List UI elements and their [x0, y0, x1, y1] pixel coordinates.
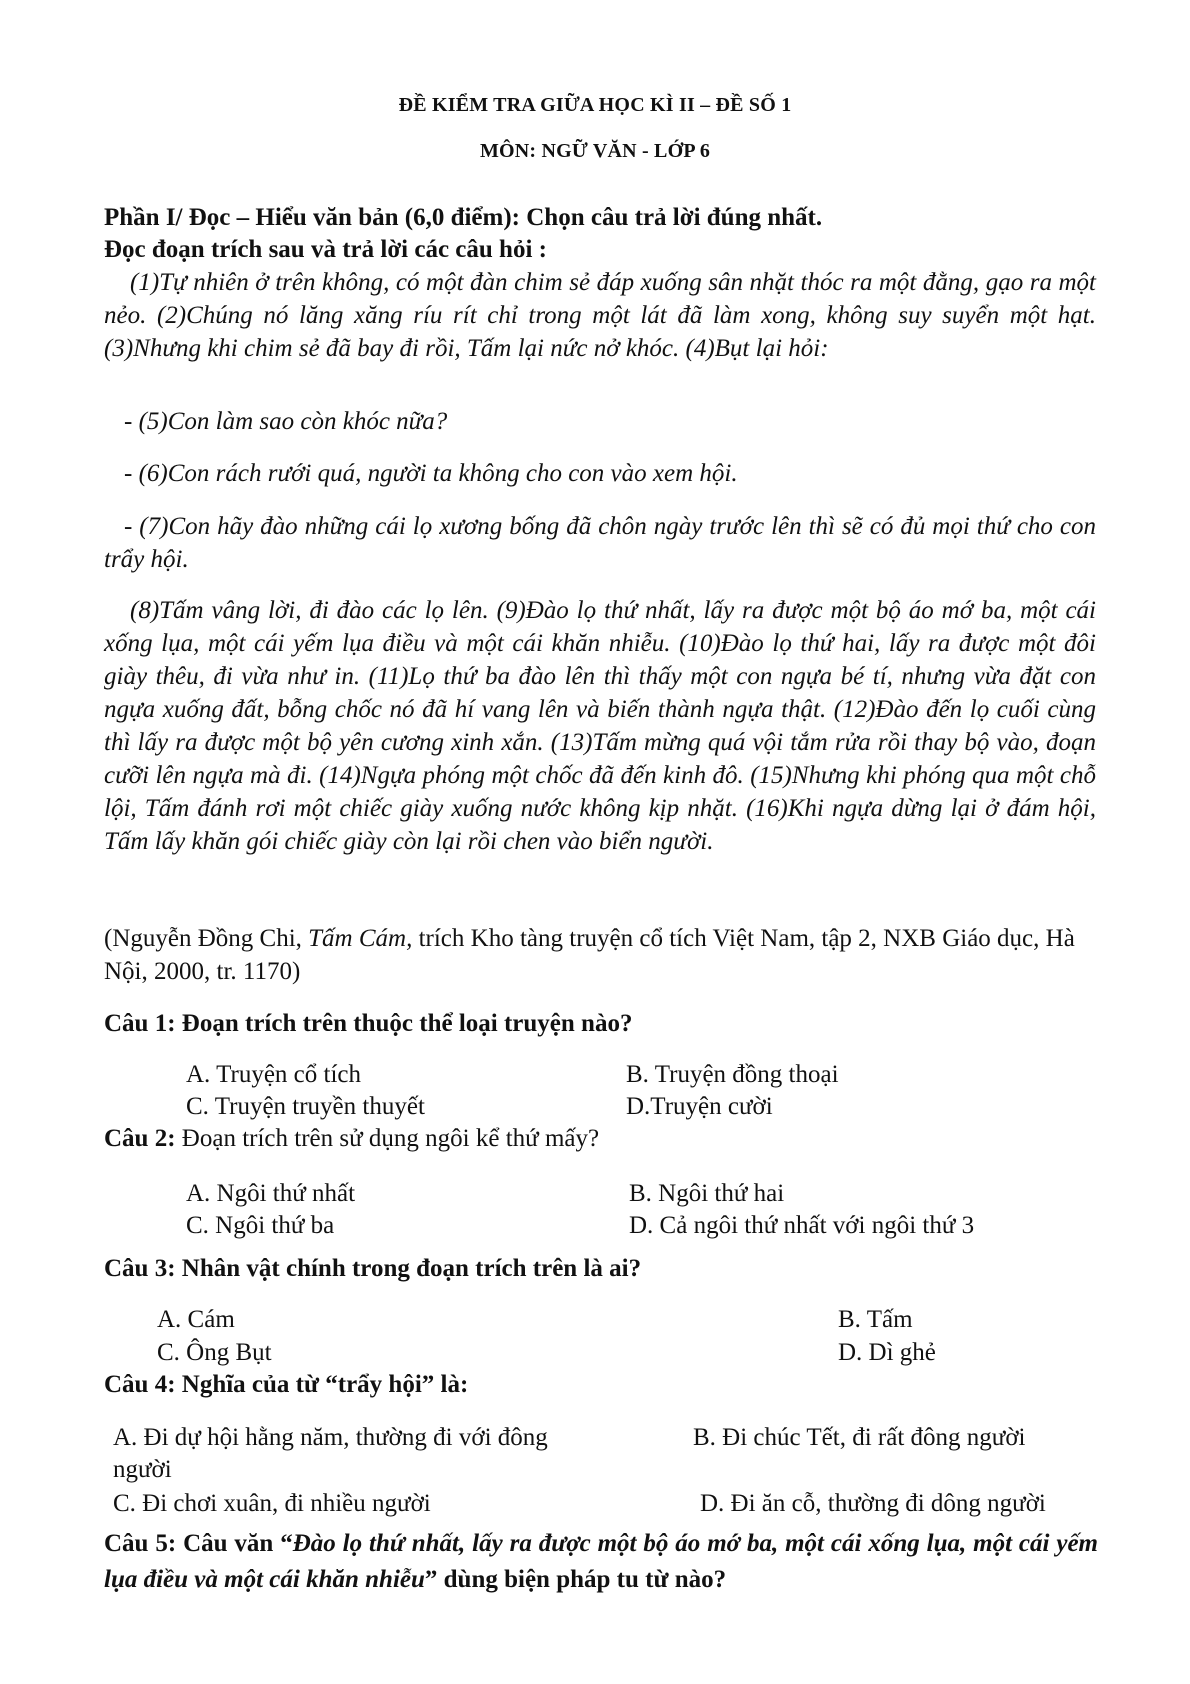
question-2	[104, 1125, 599, 1153]
q4-option-c: C. Đi chơi xuân, đi nhiều người	[113, 1490, 431, 1517]
part1-instruction: Đọc đoạn trích sau và trả lời các câu hỏi :	[104, 236, 547, 263]
question-3: Câu 3: Nhân vật chính trong đoạn trích trên là ai?	[104, 1255, 642, 1282]
passage-paragraph-1: (1)Tự nhiên ở trên không, có một đàn chim sẻ đáp xuống sân nhặt thóc ra một đằng, gạo ra một nẻo. (2)Chúng nó lăng xăng ríu rít chỉ trong một lát đã làm xong, không suy suyển một hạt. (3)Nhưng khi chim sẻ đã bay đi rồi, Tấm lại nức nở khóc. (4)Bụt lại hỏi:	[104, 269, 1096, 362]
q4-option-d: D. Đi ăn cỗ, thường đi dông người	[700, 1490, 1046, 1517]
exam-subject: MÔN: NGỮ VĂN - LỚP 6	[479, 140, 711, 162]
q5-tail: ” dùng biện pháp tu từ nào?	[424, 1566, 727, 1593]
q2-text: Đoạn trích trên sử dụng ngôi kể thứ mấy?	[175, 1125, 600, 1152]
q2-option-b: B. Ngôi thứ hai	[629, 1180, 785, 1207]
question-1: Câu 1: Đoạn trích trên thuộc thể loại truyện nào?	[104, 1010, 633, 1037]
q5-label: Câu 5: Câu văn “	[104, 1530, 293, 1557]
question-5	[104, 1526, 1098, 1598]
source-work: Tấm Cám,	[308, 925, 413, 952]
passage-dialogue-6: - (6)Con rách rưới quá, người ta không cho con vào xem hội.	[124, 460, 738, 487]
q1-option-d: D.Truyện cười	[626, 1093, 773, 1120]
q4-option-a: A. Đi dự hội hằng năm, thường đi với đông	[113, 1424, 548, 1451]
q1-option-c: C. Truyện truyền thuyết	[186, 1093, 425, 1120]
part1-heading: Phần I/ Đọc – Hiểu văn bản (6,0 điểm): Chọn câu trả lời đúng nhất.	[104, 204, 823, 231]
q3-option-d: D. Dì ghẻ	[838, 1339, 936, 1366]
source-author: (Nguyễn Đồng Chi,	[104, 925, 309, 952]
q2-label: Câu 2:	[104, 1125, 176, 1152]
q3-option-b: B. Tấm	[838, 1306, 913, 1333]
q2-option-a: A. Ngôi thứ nhất	[186, 1180, 356, 1207]
q1-option-a: A. Truyện cổ tích	[186, 1061, 361, 1088]
q3-option-c: C. Ông Bụt	[157, 1339, 272, 1366]
question-4: Câu 4: Nghĩa của từ “trẩy hội” là:	[104, 1371, 469, 1398]
q3-option-a: A. Cám	[157, 1306, 235, 1333]
q4-option-a-cont: người	[113, 1456, 172, 1483]
passage-paragraph-8: (8)Tấm vâng lời, đi đào các lọ lên. (9)Đào lọ thứ nhất, lấy ra được một bộ áo mớ ba, một cái xống lụa, một cái yếm lụa điều và một cái khăn nhiễu. (10)Đào lọ thứ hai, lấy ra được một đôi giày thêu, đi vừa như in. (11)Lọ thứ ba đào lên thì thấy một con ngựa bé tí, nhưng vừa đặt con ngựa xuống đất, bỗng chốc nó đã hí vang lên và biến thành ngựa thật. (12)Đào đến lọ cuối cùng thì lấy ra được một bộ yên cương xinh xắn. (13)Tấm mừng quá vội tắm rửa rồi thay bộ vào, đoạn cưỡi lên ngựa mà đi. (14)Ngựa phóng một chốc đã đến kinh đô. (15)Nhưng khi phóng qua một chỗ lội, Tấm đánh rơi một chiếc giày xuống nước không kịp nhặt. (16)Khi ngựa dừng lại ở đám hội, Tấm lấy khăn gói chiếc giày còn lại rồi chen vào biển người.	[104, 597, 1096, 855]
exam-title: ĐỀ KIỂM TRA GIỮA HỌC KÌ II – ĐỀ SỐ 1	[398, 94, 792, 116]
q1-option-b: B. Truyện đồng thoại	[626, 1061, 839, 1088]
source-details: trích Kho tàng truyện cổ tích Việt Nam, tập 2, NXB Giáo dục, Hà Nội, 2000, tr. 1170)	[104, 925, 1075, 985]
passage-dialogue-7: - (7)Con hãy đào những cái lọ xương bống đã chôn ngày trước lên thì sẽ có đủ mọi thứ cho con trẩy hội.	[104, 513, 1096, 573]
q2-option-c: C. Ngôi thứ ba	[186, 1212, 335, 1239]
q5-quote: Đào lọ thứ nhất, lấy ra được một bộ áo mớ ba, một cái xống lụa, một cái yếm lụa điều và một cái khăn nhiễu	[104, 1530, 1098, 1593]
q4-option-b: B. Đi chúc Tết, đi rất đông người	[693, 1424, 1026, 1451]
passage-dialogue-5: - (5)Con làm sao còn khóc nữa?	[124, 408, 448, 435]
q2-option-d: D. Cả ngôi thứ nhất với ngôi thứ 3	[629, 1212, 975, 1239]
passage-source	[104, 922, 1096, 988]
